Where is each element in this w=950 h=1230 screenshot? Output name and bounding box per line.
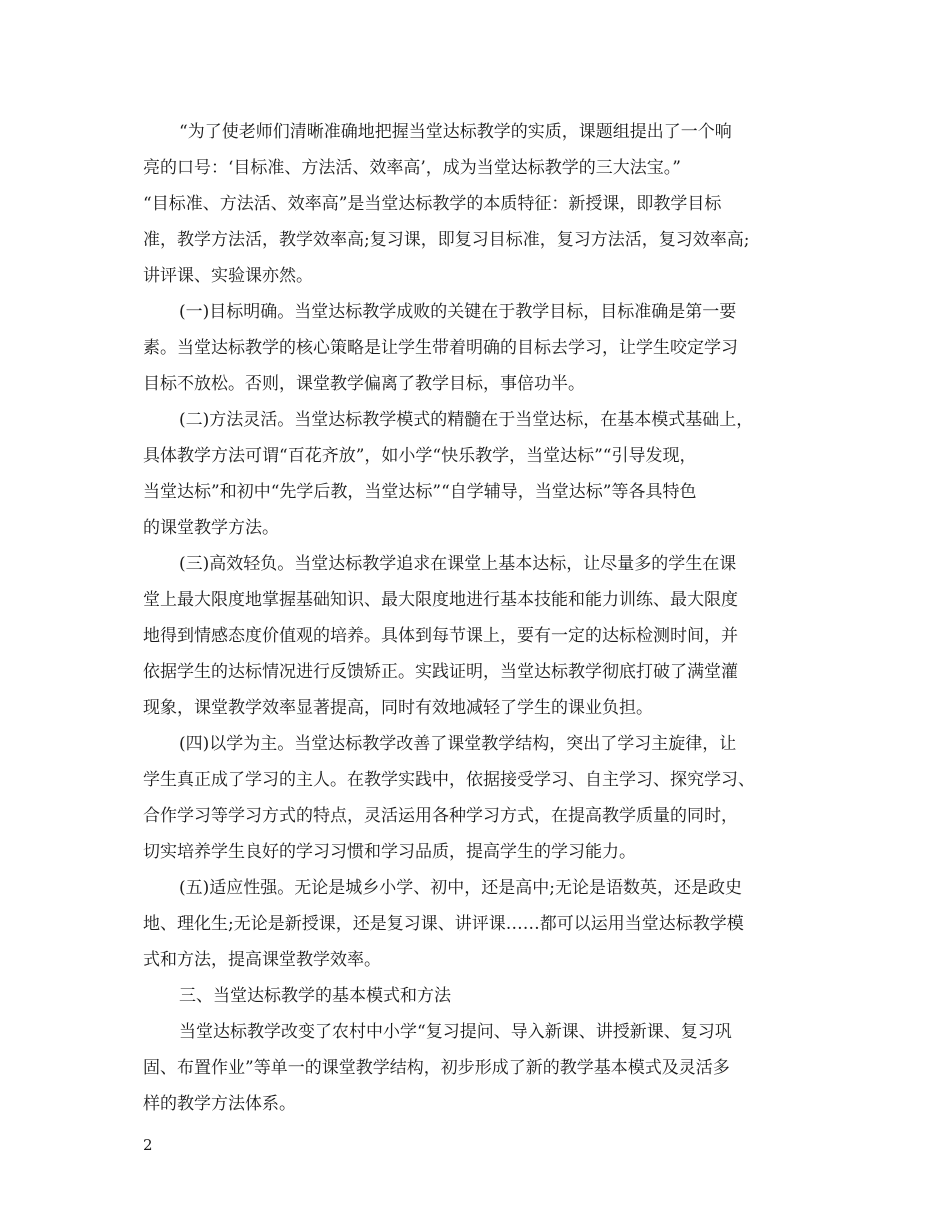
text-line: 素。当堂达标教学的核心策略是让学生带着明确的目标去学习，让学生咬定学习 (143, 338, 738, 358)
text-line: 准，教学方法活，教学效率高;复习课，即复习目标准，复习方法活，复习效率高; (143, 230, 750, 250)
text-line: (三)高效轻负。当堂达标教学追求在课堂上基本达标，让尽量多的学生在课 (179, 554, 737, 574)
text-line: 式和方法，提高课堂教学效率。 (143, 950, 381, 970)
text-line: “为了使老师们清晰准确地把握当堂达标教学的实质，课题组提出了一个响 (179, 122, 732, 142)
text-line: 当堂达标教学改变了农村中小学“复习提问、导入新课、讲授新课、复习巩 (179, 1022, 732, 1042)
text-line: 学生真正成了学习的主人。在教学实践中，依据接受学习、自主学习、探究学习、 (143, 770, 755, 790)
text-line: 当堂达标”和初中“先学后教，当堂达标”“自学辅导，当堂达标”等各具特色 (143, 482, 697, 502)
text-line: 地得到情感态度价值观的培养。具体到每节课上，要有一定的达标检测时间，并 (143, 626, 738, 646)
text-line: 切实培养学生良好的学习习惯和学习品质，提高学生的学习能力。 (143, 842, 636, 862)
text-line: 亮的口号：‘目标准、方法活、效率高’，成为当堂达标教学的三大法宝。” (143, 158, 681, 178)
text-line: (一)目标明确。当堂达标教学成败的关键在于教学目标，目标准确是第一要 (179, 302, 737, 322)
text-line: 现象，课堂教学效率显著提高，同时有效地减轻了学生的课业负担。 (143, 698, 653, 718)
section-heading: 三、当堂达标教学的基本模式和方法 (179, 986, 451, 1006)
text-line: 讲评课、实验课亦然。 (143, 266, 313, 286)
text-line: 地、理化生;无论是新授课，还是复习课、讲评课……都可以运用当堂达标教学模 (143, 914, 744, 934)
text-line: 的课堂教学方法。 (143, 518, 279, 538)
text-line: (五)适应性强。无论是城乡小学、初中，还是高中;无论是语数英，还是政史 (179, 878, 742, 898)
text-line: 固、布置作业”等单一的课堂教学结构，初步形成了新的教学基本模式及灵活多 (143, 1058, 730, 1078)
text-line: (二)方法灵活。当堂达标教学模式的精髓在于当堂达标，在基本模式基础上， (179, 410, 754, 430)
text-line: 堂上最大限度地掌握基础知识、最大限度地进行基本技能和能力训练、最大限度 (143, 590, 738, 610)
text-line: 合作学习等学习方式的特点，灵活运用各种学习方式，在提高教学质量的同时， (143, 806, 738, 826)
text-line: 依据学生的达标情况进行反馈矫正。实践证明，当堂达标教学彻底打破了满堂灌 (143, 662, 738, 682)
text-line: 具体教学方法可谓“百花齐放”，如小学“快乐教学，当堂达标”“引导发现， (143, 446, 697, 466)
text-line: “目标准、方法活、效率高”是当堂达标教学的本质特征：新授课，即教学目标 (143, 194, 722, 214)
text-line: 样的教学方法体系。 (143, 1094, 296, 1114)
text-line: (四)以学为主。当堂达标教学改善了课堂教学结构，突出了学习主旋律，让 (179, 734, 737, 754)
page-number: 2 (143, 1136, 153, 1154)
text-line: 目标不放松。否则，课堂教学偏离了教学目标，事倍功半。 (143, 374, 585, 394)
